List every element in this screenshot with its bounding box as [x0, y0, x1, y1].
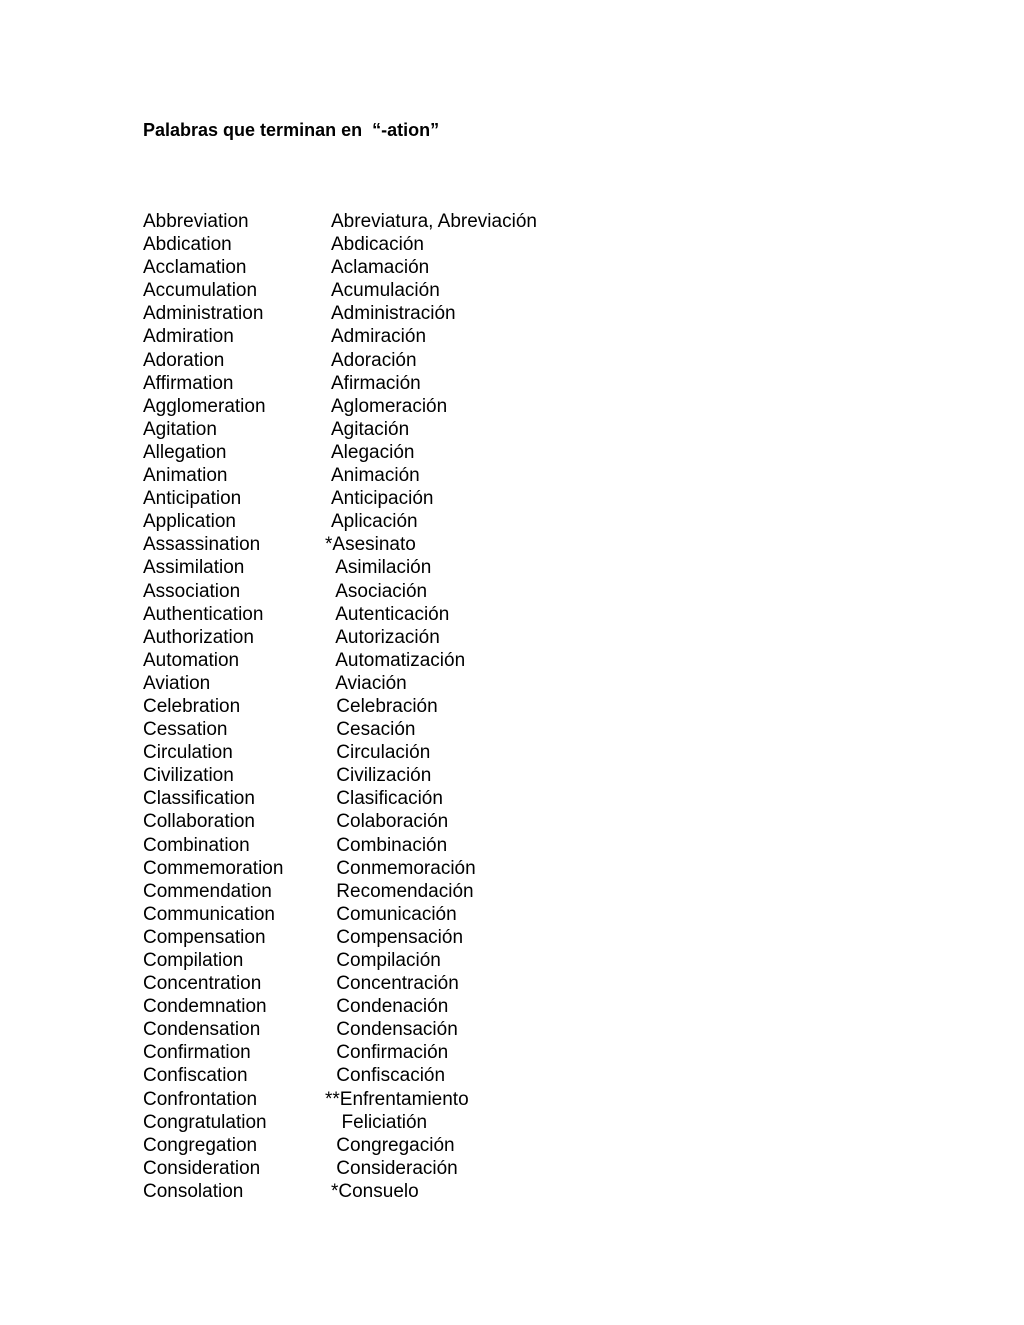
- spanish-translation: Consideración: [331, 1157, 458, 1179]
- spanish-translation: Conmemoración: [331, 857, 476, 879]
- spanish-translation: Celebración: [331, 695, 438, 717]
- word-row: [143, 834, 703, 857]
- english-word: Affirmation: [143, 372, 234, 394]
- english-word: Commendation: [143, 880, 272, 902]
- english-word: Combination: [143, 834, 250, 856]
- english-word: Accumulation: [143, 280, 258, 302]
- word-row: [143, 903, 703, 926]
- english-word: Condemnation: [143, 996, 267, 1018]
- word-row: [143, 372, 703, 395]
- word-row: [143, 441, 703, 464]
- english-word: Collaboration: [143, 811, 255, 833]
- word-row: [143, 949, 703, 972]
- word-list: [143, 210, 703, 1203]
- spanish-translation: Concentración: [331, 973, 459, 995]
- word-row: [143, 1064, 703, 1087]
- word-row: [143, 672, 703, 695]
- spanish-translation: Admiración: [331, 326, 427, 348]
- word-row: [143, 279, 703, 302]
- english-word: Aviation: [143, 672, 211, 694]
- english-word: Classification: [143, 788, 255, 810]
- spanish-translation: Acumulación: [331, 280, 440, 302]
- english-word: Anticipation: [143, 488, 242, 510]
- spanish-translation: Autorización: [331, 626, 440, 648]
- word-row: [143, 325, 703, 348]
- word-row: [143, 510, 703, 533]
- english-word: Congregation: [143, 1134, 258, 1156]
- word-row: [143, 695, 703, 718]
- english-word: Circulation: [143, 742, 233, 764]
- english-word: Condensation: [143, 1019, 261, 1041]
- word-row: [143, 395, 703, 418]
- word-row: [143, 1157, 703, 1180]
- word-row: [143, 1134, 703, 1157]
- english-word: Consideration: [143, 1157, 261, 1179]
- spanish-translation: Circulación: [331, 742, 431, 764]
- spanish-translation: Asociación: [331, 580, 428, 602]
- word-row: [143, 302, 703, 325]
- word-row: [143, 972, 703, 995]
- spanish-translation: Condensación: [331, 1019, 458, 1041]
- english-word: Acclamation: [143, 257, 247, 279]
- spanish-translation: Automatización: [331, 649, 466, 671]
- word-row: [143, 764, 703, 787]
- word-row: [143, 1018, 703, 1041]
- word-row: [143, 741, 703, 764]
- spanish-translation: Alegación: [331, 441, 415, 463]
- spanish-translation: Agitación: [331, 418, 410, 440]
- word-row: [143, 1111, 703, 1134]
- spanish-translation: Clasificación: [331, 788, 443, 810]
- english-word: Confirmation: [143, 1042, 251, 1064]
- word-row: [143, 580, 703, 603]
- spanish-translation: Anticipación: [331, 488, 434, 510]
- english-word: Association: [143, 580, 241, 602]
- english-word: Cessation: [143, 719, 228, 741]
- word-row: [143, 880, 703, 903]
- word-row: [143, 995, 703, 1018]
- word-row: [143, 418, 703, 441]
- english-word: Assassination: [143, 534, 261, 556]
- spanish-translation: Autenticación: [331, 603, 450, 625]
- english-word: Application: [143, 511, 236, 533]
- word-row: [143, 810, 703, 833]
- spanish-translation: *Asesinato: [325, 534, 416, 556]
- spanish-translation: Compensación: [331, 926, 464, 948]
- word-row: [143, 1180, 703, 1203]
- english-word: Animation: [143, 465, 228, 487]
- spanish-translation: Afirmación: [331, 372, 421, 394]
- word-row: [143, 857, 703, 880]
- word-row: [143, 464, 703, 487]
- english-word: Confiscation: [143, 1065, 248, 1087]
- word-row: [143, 787, 703, 810]
- word-row: [143, 487, 703, 510]
- spanish-translation: Aplicación: [331, 511, 418, 533]
- english-word: Congratulation: [143, 1111, 267, 1133]
- spanish-translation: Recomendación: [331, 880, 474, 902]
- english-word: Abdication: [143, 234, 232, 256]
- spanish-translation: Cesación: [331, 719, 416, 741]
- english-word: Authentication: [143, 603, 264, 625]
- english-word: Commemoration: [143, 857, 284, 879]
- english-word: Communication: [143, 903, 275, 925]
- english-word: Compensation: [143, 926, 266, 948]
- english-word: Confrontation: [143, 1088, 258, 1110]
- english-word: Celebration: [143, 695, 241, 717]
- spanish-translation: Feliciatión: [331, 1111, 428, 1133]
- spanish-translation: Aviación: [331, 672, 407, 694]
- word-row: [143, 1088, 703, 1111]
- word-row: [143, 233, 703, 256]
- english-word: Abbreviation: [143, 211, 249, 232]
- word-row: [143, 533, 703, 556]
- spanish-translation: Confirmación: [331, 1042, 449, 1064]
- spanish-translation: Combinación: [331, 834, 448, 856]
- spanish-translation: Asimilación: [331, 557, 432, 579]
- spanish-translation: *Consuelo: [331, 1180, 419, 1202]
- spanish-translation: Compilación: [331, 950, 441, 971]
- word-row: [143, 349, 703, 372]
- word-row: [143, 718, 703, 741]
- english-word: Assimilation: [143, 557, 245, 579]
- english-word: Admiration: [143, 326, 234, 348]
- word-row: [143, 256, 703, 279]
- word-row: [143, 556, 703, 579]
- spanish-translation: Adoración: [331, 349, 417, 371]
- spanish-translation: Abdicación: [331, 234, 424, 256]
- spanish-translation: Comunicación: [331, 903, 457, 925]
- english-word: Agitation: [143, 418, 217, 440]
- word-row: [143, 210, 703, 233]
- page-title: Palabras que terminan en “-ation”: [143, 120, 440, 140]
- spanish-translation: Administración: [331, 303, 456, 325]
- english-word: Concentration: [143, 973, 262, 995]
- english-word: Administration: [143, 303, 264, 325]
- word-row: [143, 926, 703, 949]
- word-row: [143, 1041, 703, 1064]
- spanish-translation: Congregación: [331, 1134, 455, 1156]
- english-word: Civilization: [143, 765, 234, 787]
- word-row: [143, 603, 703, 626]
- spanish-translation: Abreviatura, Abreviación: [331, 211, 537, 232]
- spanish-translation: Civilización: [331, 765, 432, 787]
- spanish-translation: Animación: [331, 465, 420, 487]
- english-word: Consolation: [143, 1180, 244, 1202]
- english-word: Compilation: [143, 950, 244, 971]
- english-word: Adoration: [143, 349, 225, 371]
- spanish-translation: Confiscación: [331, 1065, 446, 1087]
- spanish-translation: Aglomeración: [331, 395, 448, 417]
- spanish-translation: Aclamación: [331, 257, 430, 279]
- english-word: Allegation: [143, 441, 227, 463]
- spanish-translation: Condenación: [331, 996, 449, 1018]
- word-row: [143, 626, 703, 649]
- spanish-translation: Colaboración: [331, 811, 449, 833]
- english-word: Agglomeration: [143, 395, 266, 417]
- word-row: [143, 649, 703, 672]
- english-word: Authorization: [143, 626, 254, 648]
- english-word: Automation: [143, 649, 240, 671]
- spanish-translation: **Enfrentamiento: [325, 1088, 469, 1110]
